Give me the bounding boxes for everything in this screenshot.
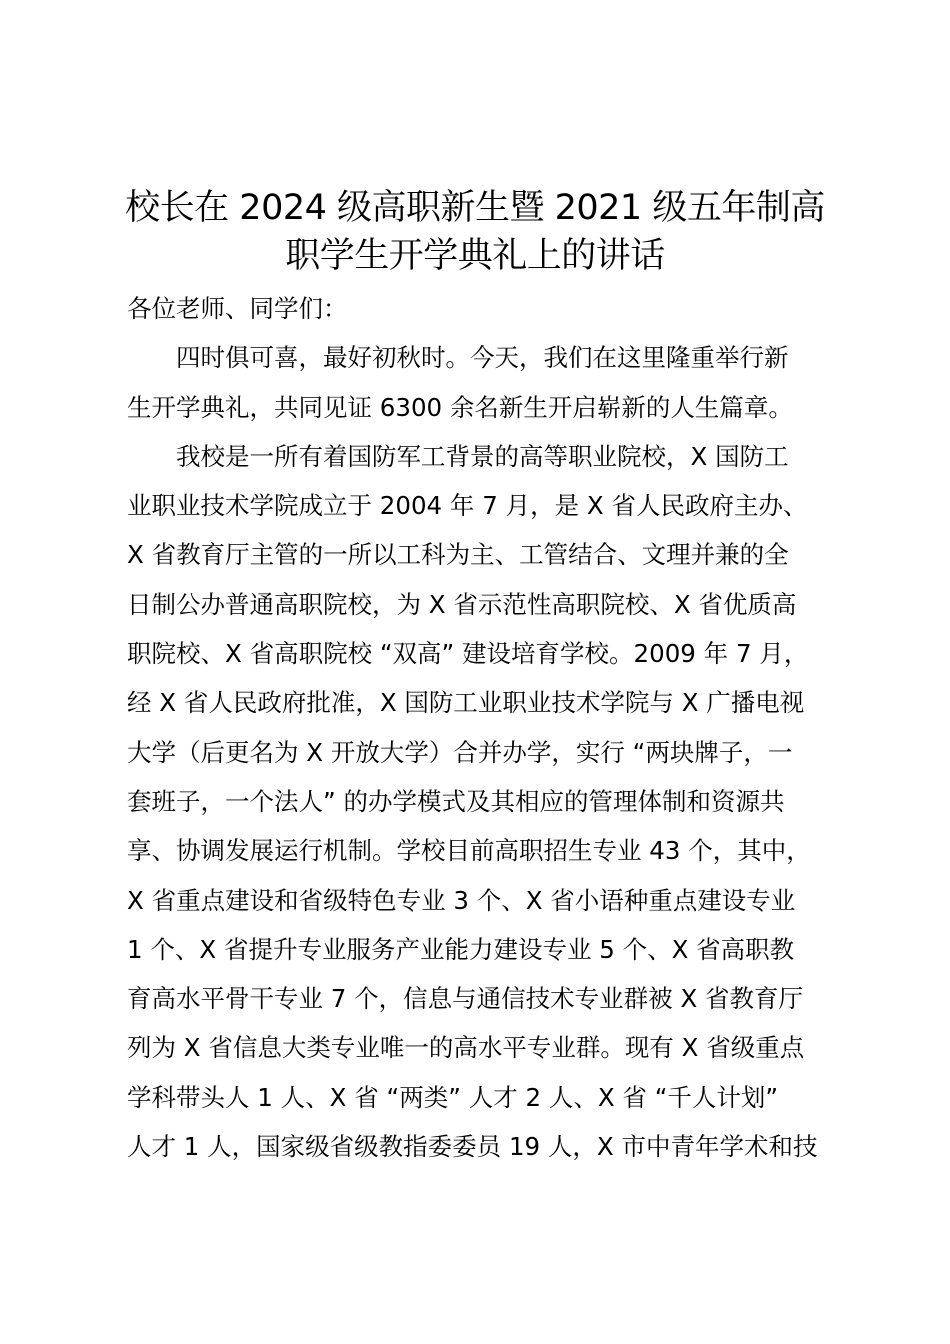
paragraph-line: X 省教育厅主管的一所以工科为主、工管结合、文理并兼的全 [127, 540, 789, 570]
paragraph-line: 列为 X 省信息大类专业唯一的高水平专业群。现有 X 省级重点 [127, 1033, 805, 1063]
document-title [100, 184, 850, 280]
paragraph-line: 日制公办普通高职院校，为 X 省示范性高职院校、X 省优质高 [127, 589, 797, 619]
document-body [127, 284, 847, 1171]
paragraph-line: 育高水平骨干专业 7 个，信息与通信技术专业群被 X 省教育厅 [127, 984, 804, 1014]
paragraph-line: 我校是一所有着国防军工背景的高等职业院校，X 国防工 [176, 441, 789, 471]
paragraph-line: 套班子，一个法人” 的办学模式及其相应的管理体制和资源共 [127, 786, 785, 816]
paragraph-line: 学科带头人 1 人、X 省 “两类” 人才 2 人、X 省 “千人计划” [127, 1082, 779, 1112]
paragraph-line: X 省重点建设和省级特色专业 3 个、X 省小语种重点建设专业 [127, 885, 796, 915]
paragraph-line: 经 X 省人民政府批准，X 国防工业职业技术学院与 X 广播电视 [127, 688, 805, 718]
paragraph-line: 1 个、X 省提升专业服务产业能力建设专业 5 个、X 省高职教 [127, 934, 795, 964]
paragraph-line: 享、协调发展运行机制。学校目前高职招生专业 43 个，其中， [127, 836, 811, 866]
paragraph-line: 大学（后更名为 X 开放大学）合并办学，实行 “两块牌子，一 [127, 737, 793, 767]
paragraph-line: 人才 1 人，国家级省级教指委委员 19 人，X 市中青年学术和技 [127, 1132, 818, 1162]
title-line: 职学生开学典礼上的讲话 [285, 236, 665, 276]
salutation: 各位老师、同学们： [127, 294, 348, 323]
title-line: 校长在 2024 级高职新生暨 2021 级五年制高 [125, 188, 825, 228]
paragraph-line: 职院校、X 省高职院校 “双高” 建设培育学校。2009 年 7 月， [127, 639, 809, 669]
paragraph-line: 生开学典礼，共同见证 6300 余名新生开启崭新的人生篇章。 [127, 392, 793, 422]
paragraph-line: 四时俱可喜，最好初秋时。今天，我们在这里隆重举行新 [176, 343, 789, 373]
paragraph-line: 业职业技术学院成立于 2004 年 7 月，是 X 省人民政府主办、 [127, 491, 808, 521]
